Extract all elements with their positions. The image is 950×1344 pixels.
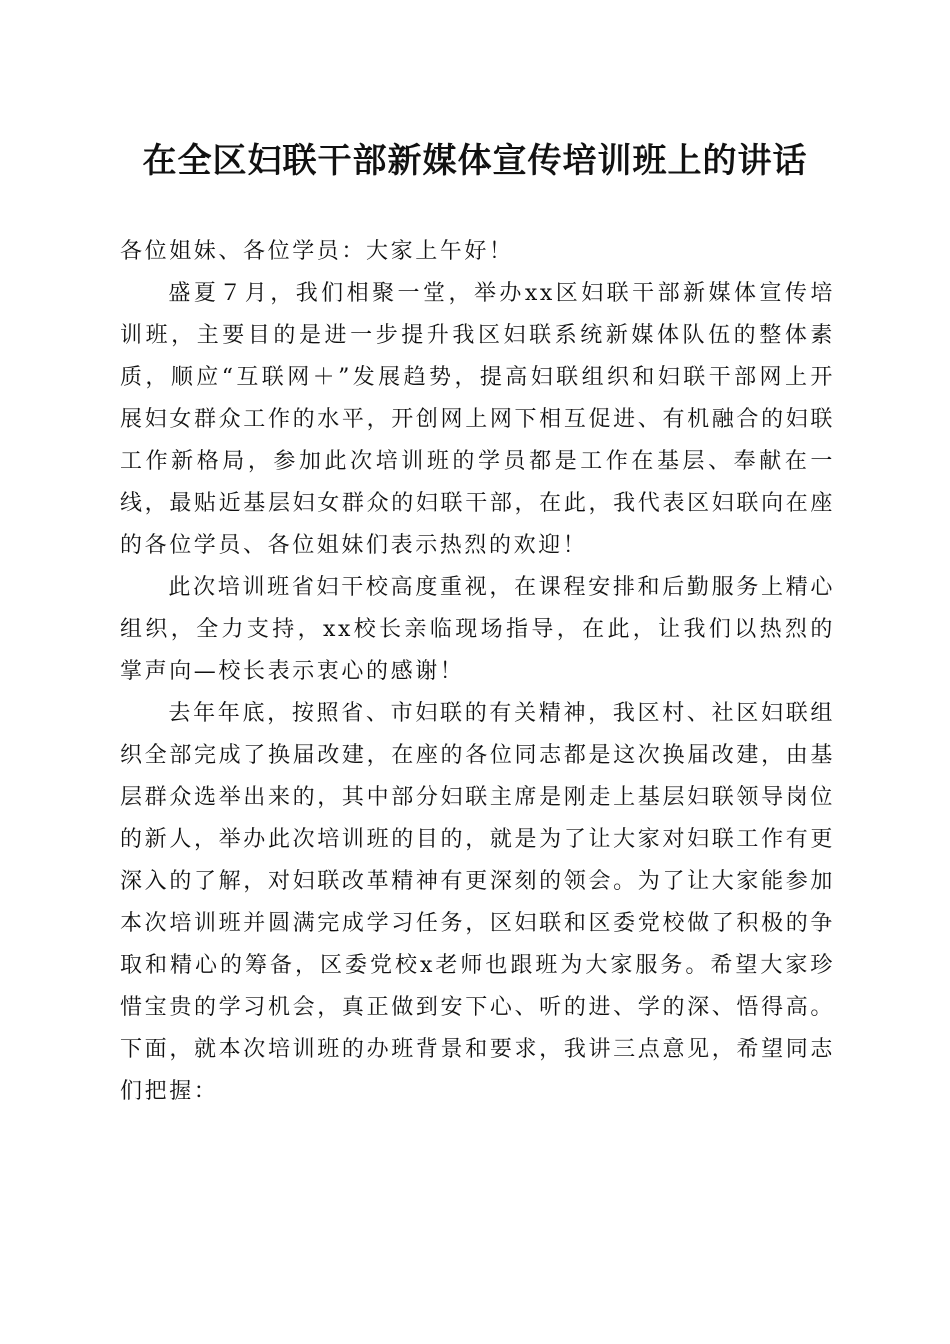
document-title: 在全区妇联干部新媒体宣传培训班上的讲话: [142, 141, 808, 181]
paragraph-1: 盛夏７月，我们相聚一堂，举办xx区妇联干部新媒体宣传培训班，主要目的是进一步提升我区妇联系统新媒体队伍的整体素质，顺应“互联网＋”发展趋势，提高妇联组织和妇联干部网上开展妇女群众工作的水平，开创网上网下相互促进、有机融合的妇联工作新格局，参加此次培训班的学员都是工作在基层、奉献在一线，最贴近基层妇女群众的妇联干部，在此，我代表区妇联向在座的各位学员、各位姐妹们表示热烈的欢迎！: [120, 281, 835, 558]
paragraph-2: 此次培训班省妇干校高度重视，在课程安排和后勤服务上精心组织，全力支持，xx校长亲临现场指导，在此，让我们以热烈的掌声向—校长表示衷心的感谢！: [120, 575, 835, 684]
document-body: [120, 231, 835, 1113]
greeting-line: 各位姐妹、各位学员：大家上午好！: [120, 239, 514, 264]
paragraph-3: 去年年底，按照省、市妇联的有关精神，我区村、社区妇联组织全部完成了换届改建，在座的各位同志都是这次换届改建，由基层群众选举出来的，其中部分妇联主席是刚走上基层妇联领导岗位的新人，举办此次培训班的目的，就是为了让大家对妇联工作有更深入的了解，对妇联改革精神有更深刻的领会。为了让大家能参加本次培训班并圆满完成学习任务，区妇联和区委党校做了积极的争取和精心的筹备，区委党校x老师也跟班为大家服务。希望大家珍惜宝贵的学习机会，真正做到安下心、听的进、学的深、悟得高。下面，就本次培训班的办班背景和要求，我讲三点意见，希望同志们把握：: [120, 701, 835, 1104]
